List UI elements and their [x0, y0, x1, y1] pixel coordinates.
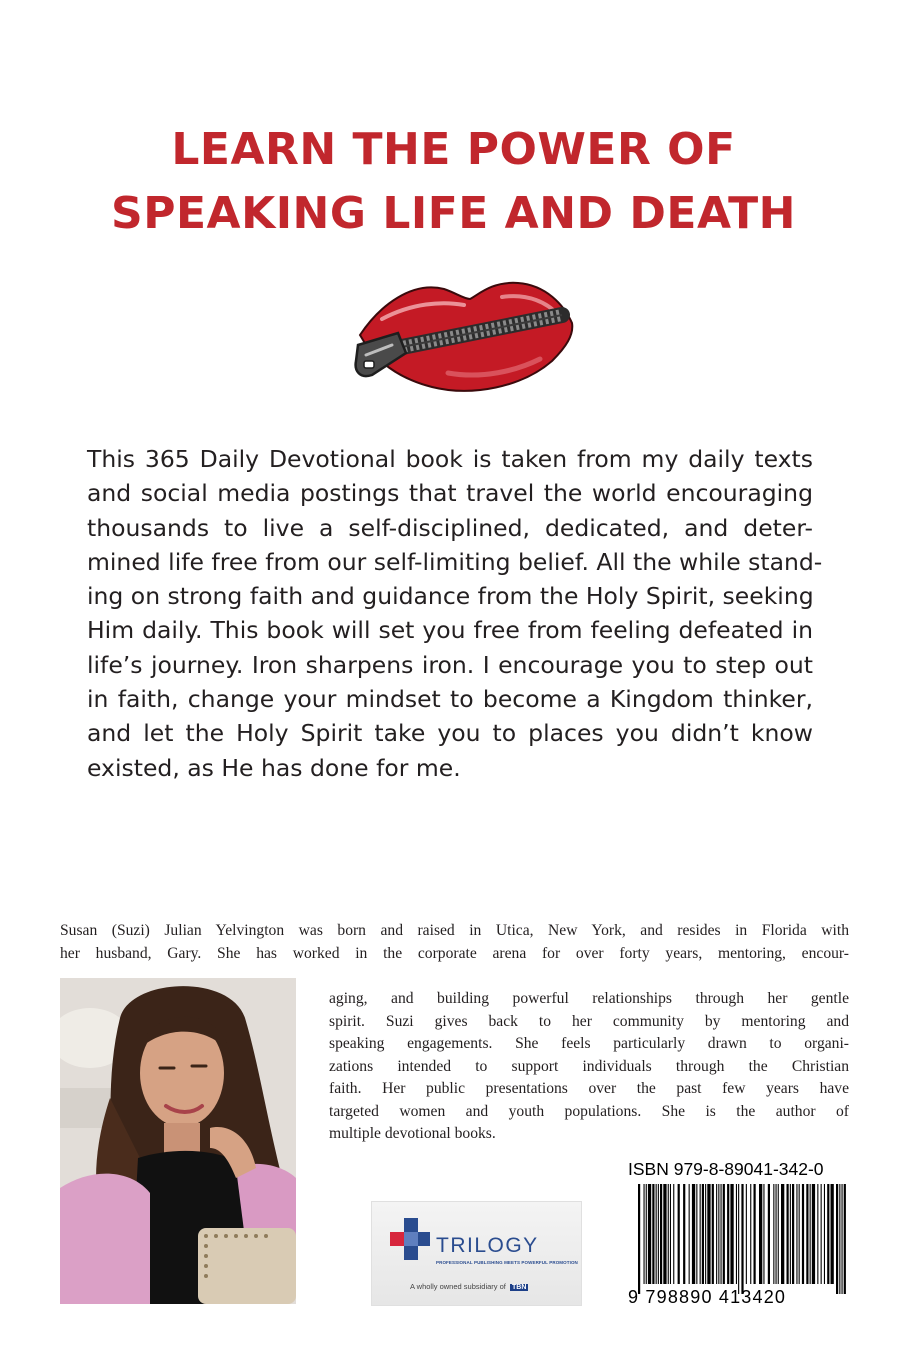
isbn-label: ISBN 979-8-89041-342-0: [628, 1159, 824, 1179]
publisher-tagline: PROFESSIONAL PUBLISHING MEETS POWERFUL PROMOTION: [436, 1260, 578, 1265]
barcode-bar: [746, 1184, 747, 1284]
barcode-bar: [778, 1184, 779, 1284]
barcode-bar: [741, 1184, 743, 1294]
subsidiary-text: A wholly owned subsidiary of: [410, 1282, 506, 1291]
barcode-bar: [673, 1184, 674, 1284]
barcode-digits: 9 798890 413420: [628, 1287, 787, 1307]
barcode-bar: [812, 1184, 815, 1284]
barcode-bar: [646, 1184, 647, 1284]
bio-line: aging, and building powerful relationships through her gentle: [329, 990, 849, 1007]
barcode-bar: [652, 1184, 654, 1284]
author-photo: [60, 978, 296, 1304]
barcode-bar: [787, 1184, 789, 1284]
description-line: ing on strong faith and guidance from the Holy Spirit, seeking: [87, 582, 814, 611]
publisher-subsidiary-note: [410, 1282, 528, 1291]
description-line: and let the Holy Spirit take you to places you didn’t know: [87, 719, 813, 748]
bio-line: Susan (Suzi) Julian Yelvington was born and raised in Utica, New York, and resides in Florida with: [60, 922, 849, 939]
barcode-bar: [759, 1184, 762, 1284]
description-line: existed, as He has done for me.: [87, 753, 461, 782]
barcode-bar: [727, 1184, 729, 1284]
author-bio-intro: [60, 920, 849, 965]
barcode-bar: [754, 1184, 756, 1284]
barcode-bar: [836, 1184, 838, 1294]
publisher-logo: [371, 1201, 582, 1306]
trilogy-cross-icon: [390, 1218, 430, 1274]
barcode-bar: [776, 1184, 777, 1284]
barcode-bar: [648, 1184, 651, 1284]
barcode-bar: [810, 1184, 811, 1284]
bio-line: speaking engagements. She feels particularly drawn to organi-: [329, 1035, 849, 1052]
barcode-bar: [773, 1184, 774, 1284]
headline-line-2: SPEAKING LIFE AND DEATH: [111, 188, 796, 239]
publisher-name: TRILOGY: [436, 1234, 539, 1257]
barcode-bar: [668, 1184, 669, 1284]
barcode-bar: [817, 1184, 818, 1284]
barcode-bar: [716, 1184, 717, 1284]
barcode-bar: [781, 1184, 784, 1284]
barcode-bar: [721, 1184, 722, 1284]
barcode-bar: [821, 1184, 822, 1284]
barcode-bar: [806, 1184, 808, 1284]
description-line: and social media postings that travel the world encouraging: [87, 479, 813, 508]
barcode-bar: [663, 1184, 666, 1284]
bio-line: spirit. Suzi gives back to her community by mentoring and: [329, 1012, 849, 1030]
description-line: life’s journey. Iron sharpens iron. I encourage you to step out: [87, 650, 813, 679]
book-description: [87, 442, 823, 785]
barcode-bar: [796, 1184, 797, 1284]
barcode-bar: [696, 1184, 697, 1284]
barcode-bar: [712, 1184, 714, 1284]
barcode-bar: [839, 1184, 840, 1294]
bio-line: targeted women and youth populations. She is the author of: [329, 1102, 849, 1120]
barcode-bar: [644, 1184, 645, 1284]
bio-line: zations intended to support individuals through the Christian: [329, 1057, 849, 1075]
description-line: This 365 Daily Devotional book is taken from my daily texts: [87, 445, 813, 473]
bio-line: her husband, Gary. She has worked in the corporate arena for over forty years, mentoring, encour-: [60, 944, 849, 962]
barcode-bar: [730, 1184, 733, 1284]
barcode-bar: [692, 1184, 695, 1284]
back-cover-headline: [0, 118, 907, 246]
barcode-bar: [802, 1184, 804, 1284]
bio-line: multiple devotional books.: [329, 1125, 496, 1142]
barcode-bar: [678, 1184, 680, 1284]
zipped-lips-icon: [352, 275, 576, 397]
barcode-bar: [824, 1184, 825, 1284]
barcode-bar: [705, 1184, 706, 1284]
barcode-bar: [723, 1184, 725, 1284]
barcode-bar: [842, 1184, 843, 1294]
barcode-bar: [792, 1184, 794, 1284]
barcode-bar: [689, 1184, 690, 1284]
barcode-bar: [638, 1184, 640, 1294]
barcode-bar: [831, 1184, 834, 1284]
barcode-bar: [750, 1184, 751, 1284]
barcode-bar: [702, 1184, 704, 1284]
parent-company-badge: TBN: [511, 1284, 527, 1291]
barcode-bar: [768, 1184, 770, 1284]
bio-line: faith. Her public presentations over the past few years have: [329, 1080, 849, 1097]
description-line: thousands to live a self-disciplined, dedicated, and deter-: [87, 513, 813, 542]
barcode-bar: [827, 1184, 829, 1284]
barcode-bar: [718, 1184, 719, 1284]
barcode-bar: [738, 1184, 739, 1294]
description-line: mined life free from our self-limiting belief. All the while stand-: [87, 547, 823, 576]
barcode-bar: [670, 1184, 671, 1284]
barcode-bar: [660, 1184, 662, 1284]
barcode-bar: [656, 1184, 657, 1284]
barcode-bar: [658, 1184, 659, 1284]
description-line: in faith, change your mindset to become a Kingdom thinker,: [87, 685, 813, 714]
barcode-bar: [683, 1184, 685, 1284]
barcode-bar: [790, 1184, 791, 1284]
barcode-bar: [736, 1184, 737, 1284]
author-portrait-illustration: [60, 978, 296, 1304]
description-line: Him daily. This book will set you free from feeling defeated in: [87, 616, 813, 645]
author-bio-continued: [329, 988, 849, 1146]
barcode-bar: [700, 1184, 701, 1284]
barcode-bar: [844, 1184, 846, 1294]
barcode-bar: [799, 1184, 800, 1284]
barcode-bar: [763, 1184, 764, 1284]
barcode-bar: [707, 1184, 710, 1284]
headline-line-1: LEARN THE POWER OF: [171, 124, 736, 175]
